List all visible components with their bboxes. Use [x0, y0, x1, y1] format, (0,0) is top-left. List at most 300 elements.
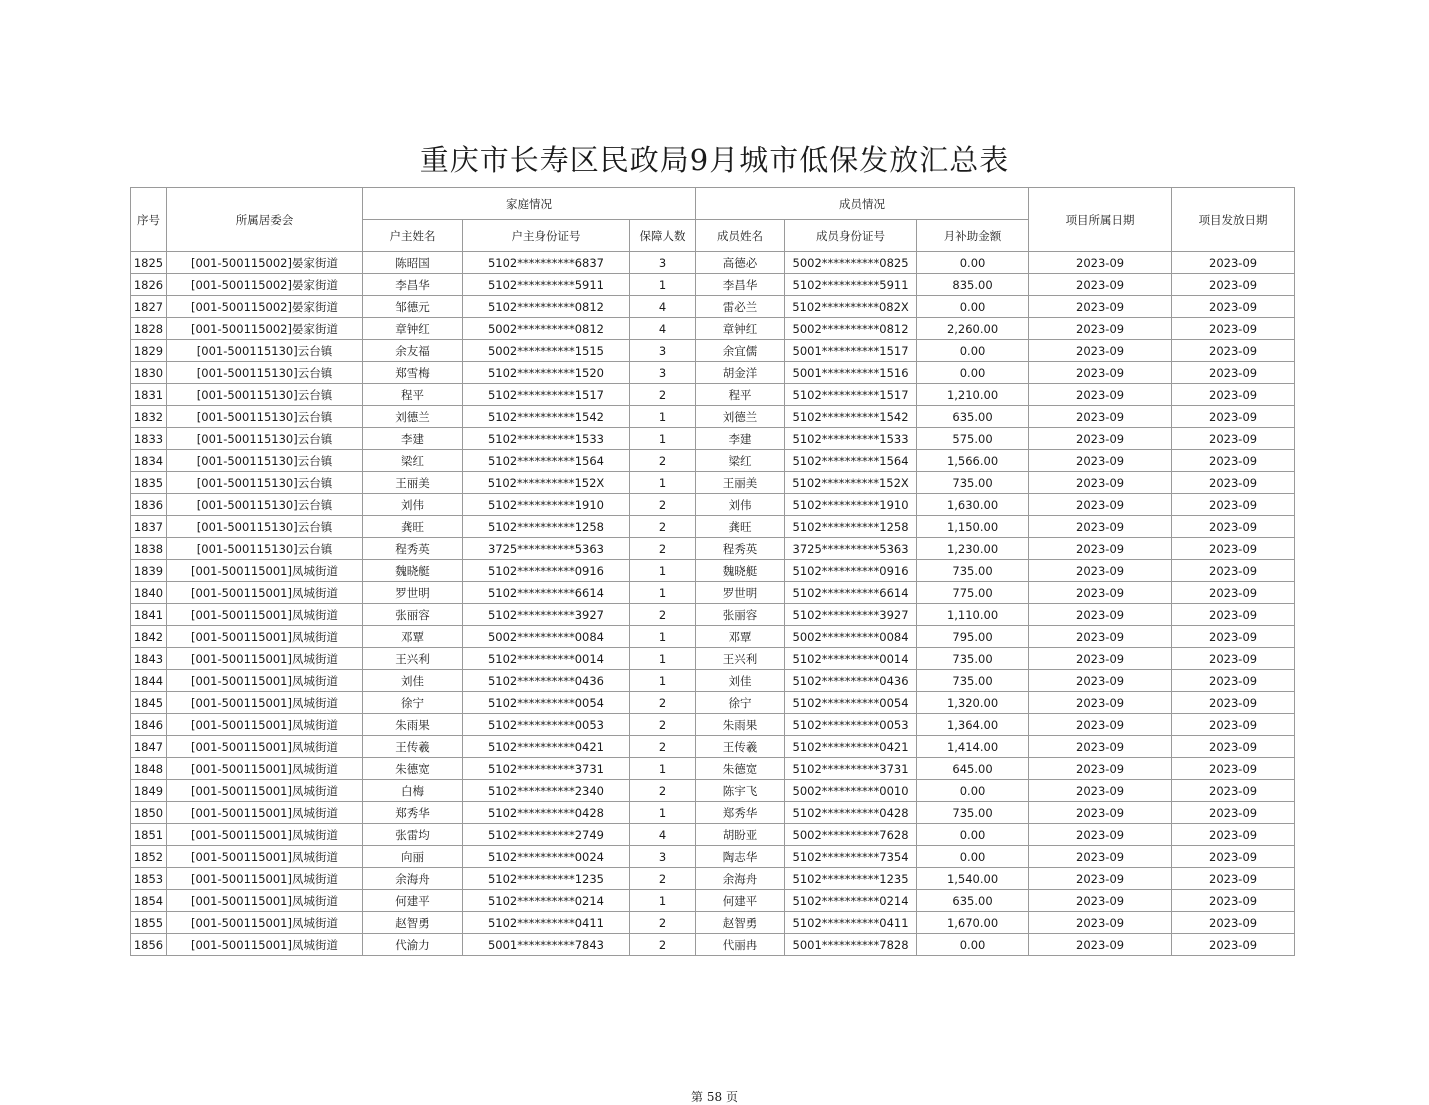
subsidy-cell: 1,540.00	[917, 868, 1029, 890]
head-id-cell: 5102**********1520	[463, 362, 630, 384]
head-id-cell: 5102**********1542	[463, 406, 630, 428]
people-count-cell: 2	[630, 604, 696, 626]
member-id-cell: 5102**********082X	[785, 296, 917, 318]
committee-cell: [001-500115130]云台镇	[167, 340, 363, 362]
member-name-cell: 陶志华	[696, 846, 785, 868]
head-name-cell: 梁红	[363, 450, 463, 472]
project-date-cell: 2023-09	[1029, 340, 1172, 362]
subsidy-cell: 735.00	[917, 472, 1029, 494]
subsidy-cell: 0.00	[917, 934, 1029, 956]
people-count-cell: 2	[630, 736, 696, 758]
member-id-cell: 5002**********0825	[785, 252, 917, 274]
table-body	[131, 252, 1295, 956]
member-name-cell: 龚旺	[696, 516, 785, 538]
seq-cell: 1830	[131, 362, 167, 384]
header-member-id: 成员身份证号	[785, 220, 917, 252]
head-name-cell: 朱德宽	[363, 758, 463, 780]
issue-date-cell: 2023-09	[1172, 714, 1295, 736]
seq-cell: 1828	[131, 318, 167, 340]
member-id-cell: 5102**********1258	[785, 516, 917, 538]
head-id-cell: 5102**********0916	[463, 560, 630, 582]
member-name-cell: 徐宁	[696, 692, 785, 714]
people-count-cell: 2	[630, 780, 696, 802]
member-name-cell: 胡金洋	[696, 362, 785, 384]
issue-date-cell: 2023-09	[1172, 406, 1295, 428]
seq-cell: 1844	[131, 670, 167, 692]
head-name-cell: 陈昭国	[363, 252, 463, 274]
member-id-cell: 5102**********5911	[785, 274, 917, 296]
committee-cell: [001-500115130]云台镇	[167, 472, 363, 494]
subsidy-cell: 835.00	[917, 274, 1029, 296]
head-name-cell: 朱雨果	[363, 714, 463, 736]
project-date-cell: 2023-09	[1029, 494, 1172, 516]
table-row	[131, 758, 1295, 780]
seq-cell: 1831	[131, 384, 167, 406]
head-name-cell: 刘伟	[363, 494, 463, 516]
subsidy-cell: 735.00	[917, 670, 1029, 692]
table-row	[131, 780, 1295, 802]
table-row	[131, 648, 1295, 670]
committee-cell: [001-500115001]凤城街道	[167, 714, 363, 736]
seq-cell: 1834	[131, 450, 167, 472]
project-date-cell: 2023-09	[1029, 252, 1172, 274]
member-id-cell: 5102**********0916	[785, 560, 917, 582]
project-date-cell: 2023-09	[1029, 780, 1172, 802]
committee-cell: [001-500115130]云台镇	[167, 516, 363, 538]
people-count-cell: 2	[630, 692, 696, 714]
member-id-cell: 5001**********7828	[785, 934, 917, 956]
head-name-cell: 刘德兰	[363, 406, 463, 428]
head-id-cell: 5102**********0024	[463, 846, 630, 868]
table-row	[131, 736, 1295, 758]
page-number: 第 58 页	[691, 1090, 738, 1104]
member-name-cell: 李昌华	[696, 274, 785, 296]
head-id-cell: 5002**********1515	[463, 340, 630, 362]
committee-cell: [001-500115001]凤城街道	[167, 626, 363, 648]
header-head-id: 户主身份证号	[463, 220, 630, 252]
people-count-cell: 2	[630, 934, 696, 956]
member-name-cell: 程平	[696, 384, 785, 406]
member-name-cell: 胡盼亚	[696, 824, 785, 846]
people-count-cell: 1	[630, 428, 696, 450]
issue-date-cell: 2023-09	[1172, 912, 1295, 934]
head-name-cell: 王丽美	[363, 472, 463, 494]
member-id-cell: 5102**********152X	[785, 472, 917, 494]
committee-cell: [001-500115001]凤城街道	[167, 648, 363, 670]
seq-cell: 1840	[131, 582, 167, 604]
table-row	[131, 582, 1295, 604]
head-id-cell: 5102**********0436	[463, 670, 630, 692]
head-id-cell: 5102**********1235	[463, 868, 630, 890]
head-name-cell: 魏晓艇	[363, 560, 463, 582]
project-date-cell: 2023-09	[1029, 670, 1172, 692]
head-id-cell: 5102**********1910	[463, 494, 630, 516]
subsidy-cell: 1,670.00	[917, 912, 1029, 934]
people-count-cell: 1	[630, 802, 696, 824]
people-count-cell: 2	[630, 494, 696, 516]
project-date-cell: 2023-09	[1029, 890, 1172, 912]
member-id-cell: 5102**********0421	[785, 736, 917, 758]
people-count-cell: 2	[630, 538, 696, 560]
member-id-cell: 5102**********0014	[785, 648, 917, 670]
member-name-cell: 刘佳	[696, 670, 785, 692]
issue-date-cell: 2023-09	[1172, 802, 1295, 824]
committee-cell: [001-500115130]云台镇	[167, 428, 363, 450]
table-row	[131, 296, 1295, 318]
head-name-cell: 代渝力	[363, 934, 463, 956]
table-row	[131, 384, 1295, 406]
header-seq: 序号	[131, 188, 167, 252]
committee-cell: [001-500115002]晏家街道	[167, 274, 363, 296]
table-row	[131, 846, 1295, 868]
committee-cell: [001-500115001]凤城街道	[167, 758, 363, 780]
head-name-cell: 王传羲	[363, 736, 463, 758]
project-date-cell: 2023-09	[1029, 538, 1172, 560]
member-name-cell: 雷必兰	[696, 296, 785, 318]
table-row	[131, 714, 1295, 736]
committee-cell: [001-500115130]云台镇	[167, 384, 363, 406]
issue-date-cell: 2023-09	[1172, 340, 1295, 362]
member-id-cell: 5102**********0436	[785, 670, 917, 692]
committee-cell: [001-500115002]晏家街道	[167, 252, 363, 274]
subsidy-table	[130, 187, 1295, 956]
member-name-cell: 赵智勇	[696, 912, 785, 934]
committee-cell: [001-500115130]云台镇	[167, 406, 363, 428]
people-count-cell: 3	[630, 846, 696, 868]
committee-cell: [001-500115001]凤城街道	[167, 692, 363, 714]
people-count-cell: 1	[630, 560, 696, 582]
head-id-cell: 3725**********5363	[463, 538, 630, 560]
table-row	[131, 802, 1295, 824]
subsidy-cell: 635.00	[917, 890, 1029, 912]
issue-date-cell: 2023-09	[1172, 758, 1295, 780]
member-name-cell: 刘德兰	[696, 406, 785, 428]
project-date-cell: 2023-09	[1029, 758, 1172, 780]
people-count-cell: 4	[630, 824, 696, 846]
issue-date-cell: 2023-09	[1172, 538, 1295, 560]
project-date-cell: 2023-09	[1029, 384, 1172, 406]
table-row	[131, 692, 1295, 714]
project-date-cell: 2023-09	[1029, 450, 1172, 472]
head-id-cell: 5102**********5911	[463, 274, 630, 296]
head-name-cell: 张丽容	[363, 604, 463, 626]
head-name-cell: 张雷均	[363, 824, 463, 846]
people-count-cell: 1	[630, 890, 696, 912]
project-date-cell: 2023-09	[1029, 274, 1172, 296]
table-row	[131, 868, 1295, 890]
member-id-cell: 5102**********0428	[785, 802, 917, 824]
project-date-cell: 2023-09	[1029, 560, 1172, 582]
people-count-cell: 4	[630, 318, 696, 340]
member-name-cell: 罗世明	[696, 582, 785, 604]
seq-cell: 1835	[131, 472, 167, 494]
head-name-cell: 李建	[363, 428, 463, 450]
project-date-cell: 2023-09	[1029, 604, 1172, 626]
member-name-cell: 郑秀华	[696, 802, 785, 824]
project-date-cell: 2023-09	[1029, 802, 1172, 824]
header-member-group: 成员情况	[696, 188, 1029, 220]
member-id-cell: 5002**********0812	[785, 318, 917, 340]
people-count-cell: 2	[630, 516, 696, 538]
table-row	[131, 538, 1295, 560]
issue-date-cell: 2023-09	[1172, 362, 1295, 384]
issue-date-cell: 2023-09	[1172, 450, 1295, 472]
people-count-cell: 2	[630, 912, 696, 934]
table-row	[131, 912, 1295, 934]
head-name-cell: 刘佳	[363, 670, 463, 692]
member-id-cell: 5102**********0053	[785, 714, 917, 736]
seq-cell: 1826	[131, 274, 167, 296]
committee-cell: [001-500115001]凤城街道	[167, 934, 363, 956]
member-name-cell: 高德必	[696, 252, 785, 274]
head-id-cell: 5102**********1258	[463, 516, 630, 538]
people-count-cell: 1	[630, 626, 696, 648]
head-id-cell: 5001**********7843	[463, 934, 630, 956]
people-count-cell: 1	[630, 472, 696, 494]
issue-date-cell: 2023-09	[1172, 318, 1295, 340]
people-count-cell: 1	[630, 274, 696, 296]
header-project-date: 项目所属日期	[1029, 188, 1172, 252]
project-date-cell: 2023-09	[1029, 516, 1172, 538]
head-id-cell: 5102**********0428	[463, 802, 630, 824]
head-name-cell: 龚旺	[363, 516, 463, 538]
people-count-cell: 1	[630, 406, 696, 428]
member-name-cell: 李建	[696, 428, 785, 450]
seq-cell: 1841	[131, 604, 167, 626]
seq-cell: 1846	[131, 714, 167, 736]
project-date-cell: 2023-09	[1029, 692, 1172, 714]
issue-date-cell: 2023-09	[1172, 472, 1295, 494]
people-count-cell: 2	[630, 450, 696, 472]
subsidy-cell: 1,110.00	[917, 604, 1029, 626]
member-name-cell: 邓覃	[696, 626, 785, 648]
header-member-name: 成员姓名	[696, 220, 785, 252]
head-id-cell: 5102**********0014	[463, 648, 630, 670]
header-subsidy: 月补助金额	[917, 220, 1029, 252]
member-id-cell: 5102**********1517	[785, 384, 917, 406]
project-date-cell: 2023-09	[1029, 406, 1172, 428]
subsidy-cell: 645.00	[917, 758, 1029, 780]
subsidy-cell: 0.00	[917, 824, 1029, 846]
subsidy-cell: 0.00	[917, 340, 1029, 362]
member-name-cell: 陈宇飞	[696, 780, 785, 802]
member-id-cell: 3725**********5363	[785, 538, 917, 560]
head-id-cell: 5102**********0214	[463, 890, 630, 912]
member-id-cell: 5102**********3927	[785, 604, 917, 626]
issue-date-cell: 2023-09	[1172, 516, 1295, 538]
project-date-cell: 2023-09	[1029, 736, 1172, 758]
head-name-cell: 邹德元	[363, 296, 463, 318]
table-header	[131, 188, 1295, 252]
table-row	[131, 274, 1295, 296]
table-row	[131, 362, 1295, 384]
head-id-cell: 5102**********3927	[463, 604, 630, 626]
committee-cell: [001-500115001]凤城街道	[167, 846, 363, 868]
committee-cell: [001-500115130]云台镇	[167, 538, 363, 560]
head-id-cell: 5102**********0053	[463, 714, 630, 736]
committee-cell: [001-500115001]凤城街道	[167, 560, 363, 582]
head-id-cell: 5102**********0411	[463, 912, 630, 934]
table-row	[131, 560, 1295, 582]
seq-cell: 1839	[131, 560, 167, 582]
head-name-cell: 程秀英	[363, 538, 463, 560]
table-row	[131, 604, 1295, 626]
committee-cell: [001-500115001]凤城街道	[167, 604, 363, 626]
member-id-cell: 5102**********1235	[785, 868, 917, 890]
member-name-cell: 梁红	[696, 450, 785, 472]
subsidy-cell: 1,630.00	[917, 494, 1029, 516]
member-name-cell: 程秀英	[696, 538, 785, 560]
member-name-cell: 余宜儒	[696, 340, 785, 362]
people-count-cell: 1	[630, 582, 696, 604]
table-row	[131, 252, 1295, 274]
issue-date-cell: 2023-09	[1172, 934, 1295, 956]
issue-date-cell: 2023-09	[1172, 868, 1295, 890]
table-row	[131, 450, 1295, 472]
subsidy-cell: 0.00	[917, 780, 1029, 802]
head-name-cell: 程平	[363, 384, 463, 406]
member-name-cell: 刘伟	[696, 494, 785, 516]
project-date-cell: 2023-09	[1029, 912, 1172, 934]
head-id-cell: 5102**********2749	[463, 824, 630, 846]
header-issue-date: 项目发放日期	[1172, 188, 1295, 252]
project-date-cell: 2023-09	[1029, 296, 1172, 318]
member-id-cell: 5102**********0411	[785, 912, 917, 934]
member-name-cell: 朱雨果	[696, 714, 785, 736]
people-count-cell: 3	[630, 362, 696, 384]
member-id-cell: 5002**********0084	[785, 626, 917, 648]
member-id-cell: 5002**********7628	[785, 824, 917, 846]
committee-cell: [001-500115001]凤城街道	[167, 890, 363, 912]
seq-cell: 1825	[131, 252, 167, 274]
committee-cell: [001-500115130]云台镇	[167, 494, 363, 516]
seq-cell: 1842	[131, 626, 167, 648]
committee-cell: [001-500115001]凤城街道	[167, 582, 363, 604]
table-row	[131, 494, 1295, 516]
head-name-cell: 赵智勇	[363, 912, 463, 934]
subsidy-cell: 795.00	[917, 626, 1029, 648]
committee-cell: [001-500115130]云台镇	[167, 450, 363, 472]
seq-cell: 1847	[131, 736, 167, 758]
subsidy-cell: 735.00	[917, 560, 1029, 582]
issue-date-cell: 2023-09	[1172, 582, 1295, 604]
committee-cell: [001-500115001]凤城街道	[167, 780, 363, 802]
people-count-cell: 2	[630, 384, 696, 406]
issue-date-cell: 2023-09	[1172, 736, 1295, 758]
issue-date-cell: 2023-09	[1172, 252, 1295, 274]
table-row	[131, 626, 1295, 648]
issue-date-cell: 2023-09	[1172, 670, 1295, 692]
member-id-cell: 5001**********1517	[785, 340, 917, 362]
head-id-cell: 5102**********3731	[463, 758, 630, 780]
issue-date-cell: 2023-09	[1172, 296, 1295, 318]
head-name-cell: 余海舟	[363, 868, 463, 890]
head-name-cell: 何建平	[363, 890, 463, 912]
member-id-cell: 5102**********7354	[785, 846, 917, 868]
member-id-cell: 5102**********1542	[785, 406, 917, 428]
table-row	[131, 670, 1295, 692]
seq-cell: 1829	[131, 340, 167, 362]
seq-cell: 1843	[131, 648, 167, 670]
subsidy-cell: 1,210.00	[917, 384, 1029, 406]
head-name-cell: 白梅	[363, 780, 463, 802]
issue-date-cell: 2023-09	[1172, 560, 1295, 582]
people-count-cell: 4	[630, 296, 696, 318]
subsidy-cell: 575.00	[917, 428, 1029, 450]
project-date-cell: 2023-09	[1029, 846, 1172, 868]
project-date-cell: 2023-09	[1029, 626, 1172, 648]
member-name-cell: 朱德宽	[696, 758, 785, 780]
seq-cell: 1855	[131, 912, 167, 934]
head-name-cell: 邓覃	[363, 626, 463, 648]
issue-date-cell: 2023-09	[1172, 428, 1295, 450]
issue-date-cell: 2023-09	[1172, 846, 1295, 868]
subsidy-cell: 735.00	[917, 648, 1029, 670]
seq-cell: 1827	[131, 296, 167, 318]
member-name-cell: 何建平	[696, 890, 785, 912]
member-name-cell: 王兴利	[696, 648, 785, 670]
head-name-cell: 向丽	[363, 846, 463, 868]
member-name-cell: 章钟红	[696, 318, 785, 340]
people-count-cell: 2	[630, 868, 696, 890]
head-id-cell: 5102**********0812	[463, 296, 630, 318]
head-id-cell: 5102**********6837	[463, 252, 630, 274]
issue-date-cell: 2023-09	[1172, 648, 1295, 670]
table-row	[131, 890, 1295, 912]
page-title: 重庆市长寿区民政局9月城市低保发放汇总表	[419, 143, 1010, 177]
table-row	[131, 318, 1295, 340]
member-id-cell: 5002**********0010	[785, 780, 917, 802]
subsidy-cell: 1,566.00	[917, 450, 1029, 472]
issue-date-cell: 2023-09	[1172, 780, 1295, 802]
issue-date-cell: 2023-09	[1172, 824, 1295, 846]
head-name-cell: 李昌华	[363, 274, 463, 296]
member-id-cell: 5102**********6614	[785, 582, 917, 604]
member-id-cell: 5102**********0054	[785, 692, 917, 714]
project-date-cell: 2023-09	[1029, 714, 1172, 736]
head-id-cell: 5102**********0421	[463, 736, 630, 758]
subsidy-cell: 635.00	[917, 406, 1029, 428]
seq-cell: 1854	[131, 890, 167, 912]
member-id-cell: 5102**********1533	[785, 428, 917, 450]
seq-cell: 1838	[131, 538, 167, 560]
issue-date-cell: 2023-09	[1172, 384, 1295, 406]
committee-cell: [001-500115001]凤城街道	[167, 802, 363, 824]
head-name-cell: 王兴利	[363, 648, 463, 670]
head-id-cell: 5102**********152X	[463, 472, 630, 494]
seq-cell: 1851	[131, 824, 167, 846]
head-id-cell: 5002**********0084	[463, 626, 630, 648]
head-id-cell: 5102**********0054	[463, 692, 630, 714]
subsidy-cell: 0.00	[917, 846, 1029, 868]
project-date-cell: 2023-09	[1029, 362, 1172, 384]
committee-cell: [001-500115001]凤城街道	[167, 670, 363, 692]
member-name-cell: 王传羲	[696, 736, 785, 758]
project-date-cell: 2023-09	[1029, 648, 1172, 670]
issue-date-cell: 2023-09	[1172, 692, 1295, 714]
head-name-cell: 章钟红	[363, 318, 463, 340]
head-id-cell: 5102**********2340	[463, 780, 630, 802]
people-count-cell: 3	[630, 340, 696, 362]
project-date-cell: 2023-09	[1029, 472, 1172, 494]
project-date-cell: 2023-09	[1029, 824, 1172, 846]
seq-cell: 1832	[131, 406, 167, 428]
committee-cell: [001-500115130]云台镇	[167, 362, 363, 384]
head-name-cell: 余友福	[363, 340, 463, 362]
seq-cell: 1837	[131, 516, 167, 538]
head-name-cell: 郑秀华	[363, 802, 463, 824]
issue-date-cell: 2023-09	[1172, 890, 1295, 912]
